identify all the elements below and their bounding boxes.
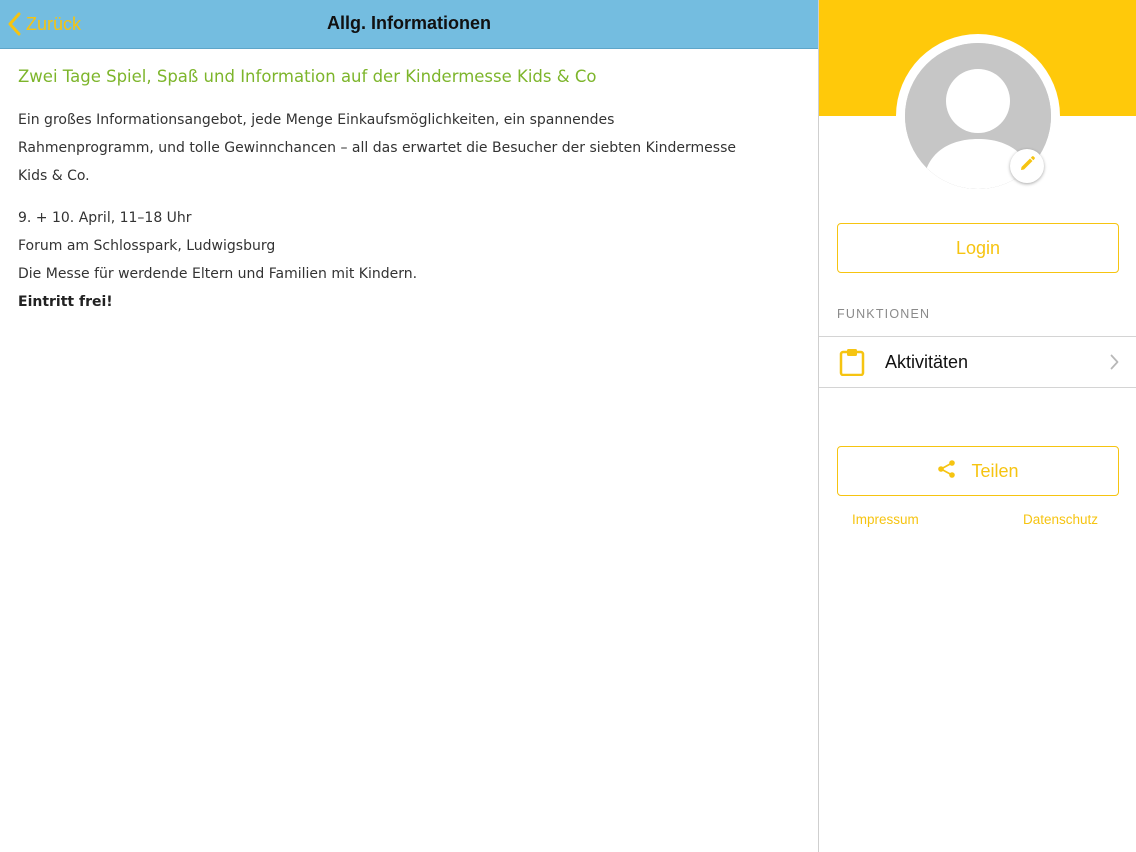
article-headline: Zwei Tage Spiel, Spaß und Information auf der Kindermesse Kids & Co <box>18 67 597 86</box>
menu-item-label: Aktivitäten <box>885 352 969 372</box>
page-title: Allg. Informationen <box>327 13 491 33</box>
share-label: Teilen <box>971 460 1019 481</box>
side-panel <box>818 0 1136 852</box>
section-header-functions: FUNKTIONEN <box>837 307 931 321</box>
event-date: 9. + 10. April, 11–18 Uhr <box>18 210 192 226</box>
intro-line: Ein großes Informationsangebot, jede Menge Einkaufsmöglichkeiten, ein spannendes <box>18 112 615 128</box>
login-button[interactable]: Login <box>837 223 1119 273</box>
event-location: Forum am Schlosspark, Ludwigsburg <box>18 238 276 254</box>
event-admission: Eintritt frei! <box>18 294 113 310</box>
chevron-right-icon <box>1110 354 1119 375</box>
intro-line: Rahmenprogramm, und tolle Gewinnchancen – all das erwartet die Besucher der siebten Kindermesse <box>18 140 736 156</box>
menu-item-activities[interactable] <box>819 336 1136 388</box>
article-intro <box>18 106 808 190</box>
back-label: Zurück <box>26 13 82 34</box>
article-content <box>18 64 808 316</box>
impressum-link[interactable]: Impressum <box>852 512 919 527</box>
edit-avatar-button[interactable] <box>1010 149 1044 183</box>
navigation-bar <box>0 0 818 49</box>
event-details <box>18 204 808 316</box>
intro-line: Kids & Co. <box>18 168 90 184</box>
clipboard-icon <box>839 348 865 376</box>
share-icon <box>937 459 957 484</box>
pencil-icon <box>1018 155 1036 178</box>
share-button[interactable] <box>837 446 1119 496</box>
datenschutz-link[interactable]: Datenschutz <box>1023 512 1099 527</box>
event-description: Die Messe für werdende Eltern und Familien mit Kindern. <box>18 266 418 282</box>
